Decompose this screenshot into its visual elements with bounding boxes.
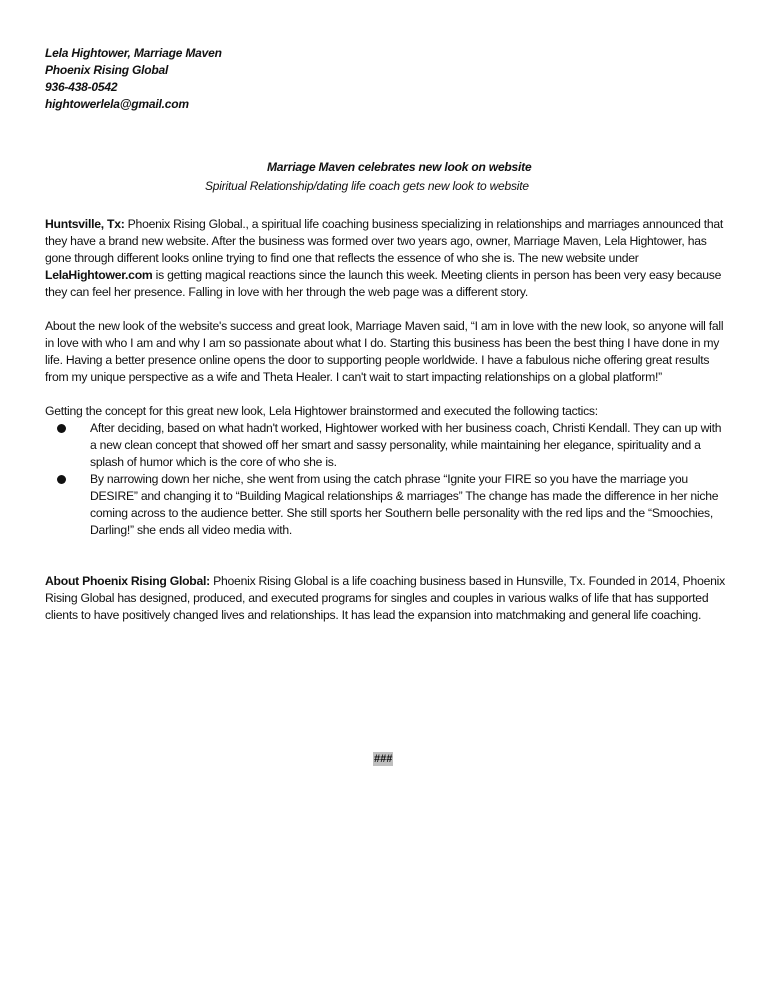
about-text: Phoenix Rising Global is a life coaching business based in Hunsville, Tx. Founded in 2014, Phoenix Rising Global has designed, produced, and executed programs for singles and couples in various walks of life that has supported clients to have positively changed lives and relationships. It has lead the expansion into matchmaking and general life coaching. xyxy=(45,574,725,622)
body-text xyxy=(45,216,727,641)
bullet-icon xyxy=(57,424,66,433)
intro-text-b: is getting magical reactions since the launch this week. Meeting clients in person has been very easy because they can feel her presence. Falling in love with her through the web page was a different story. xyxy=(45,268,722,299)
website-name: LelaHightower.com xyxy=(45,268,153,282)
contact-company: Phoenix Rising Global xyxy=(45,63,169,77)
list-item xyxy=(45,420,727,471)
contact-phone: 936-438-0542 xyxy=(45,80,118,94)
dateline: Huntsville, Tx: xyxy=(45,217,125,231)
headline-title: Marriage Maven celebrates new look on website xyxy=(267,160,532,174)
bullet-icon xyxy=(57,475,66,484)
contact-name: Lela Hightower, Marriage Maven xyxy=(45,46,222,60)
tactics-intro: Getting the concept for this great new look, Lela Hightower brainstormed and executed the following tactics: xyxy=(45,404,598,418)
tactics-list xyxy=(45,420,727,539)
list-item xyxy=(45,471,727,539)
intro-text-a: Phoenix Rising Global., a spiritual life coaching business specializing in relationships and marriages announced that they have a brand new website. After the business was formed over two years ago, owner, Marriage Maven, Lela Hightower, has gone through different looks online trying to find one that reflects the essence of who she is. The new website under xyxy=(45,217,724,265)
about-label: About Phoenix Rising Global: xyxy=(45,574,210,588)
contact-email: hightowerlela@gmail.com xyxy=(45,97,189,111)
quote-paragraph: About the new look of the website's success and great look, Marriage Maven said, “I am in love with the new look, so anyone will fall in love with who I am and why I am so passionate about what I do. Starting this business has been the best thing I have done in my life. Having a better presence online opens the door to supporting people worldwide. I have a fabulous niche offering great results from my unique perspective as a wife and Theta Healer. I can't wait to start impacting relationships on a global platform!” xyxy=(45,319,724,384)
intro-paragraph xyxy=(45,216,727,301)
tactic-text: By narrowing down her niche, she went from using the catch phrase “Ignite your FIRE so you have the marriage you DESIRE” and changing it to “Building Magical relationships & marriages” The change has made the difference in her niche coming across to the audience better. She still sports her Southern belle personality with the red lips and the “Smoochies, Darling!” she ends all video media with. xyxy=(90,472,719,537)
end-mark: ### xyxy=(374,753,393,765)
headline-subtitle: Spiritual Relationship/dating life coach gets new look to website xyxy=(205,179,529,193)
contact-block xyxy=(45,45,222,113)
tactic-text: After deciding, based on what hadn't worked, Hightower worked with her business coach, Christi Kendall. They can up with a new clean concept that showed off her smart and sassy personality, while maintaining her elegance, spirituality and a splash of humor which is the core of who she is. xyxy=(90,421,722,469)
about-paragraph xyxy=(45,573,727,624)
